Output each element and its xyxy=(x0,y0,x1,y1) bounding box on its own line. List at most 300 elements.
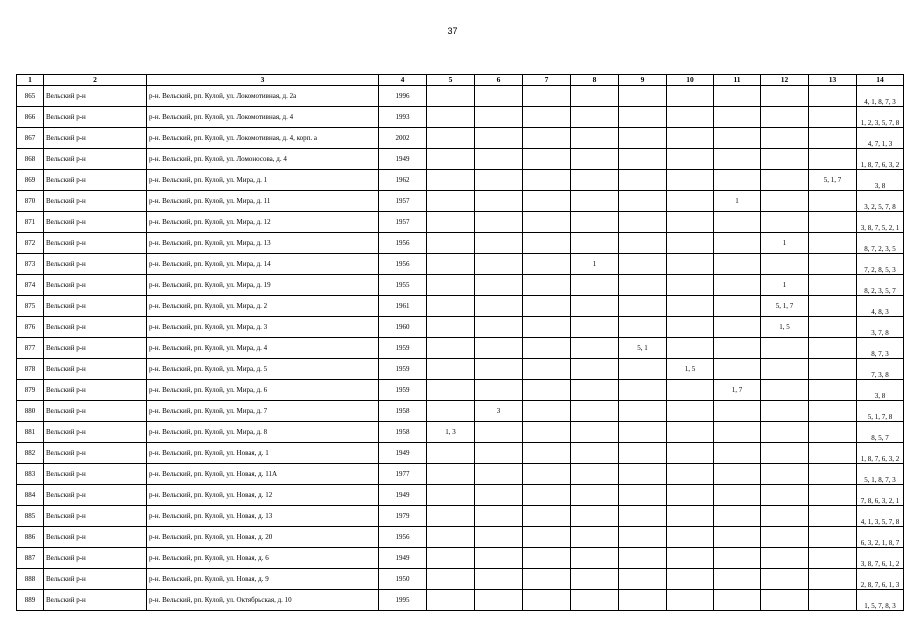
column-header-11: 11 xyxy=(714,75,761,86)
col-6-cell xyxy=(475,380,523,401)
col-10-cell xyxy=(667,107,714,128)
col-6-cell xyxy=(475,422,523,443)
address-cell: р-н. Вельский, рп. Кулой, ул. Октябрьская, д. 10 xyxy=(147,590,379,611)
col-11-cell xyxy=(714,107,761,128)
row-number-cell: 865 xyxy=(17,86,44,107)
district-cell: Вельский р-н xyxy=(44,107,147,128)
table-row xyxy=(17,590,904,611)
column-header-10: 10 xyxy=(667,75,714,86)
col-12-cell xyxy=(761,548,809,569)
col-10-cell xyxy=(667,527,714,548)
col-12-cell xyxy=(761,485,809,506)
col-10-cell xyxy=(667,86,714,107)
col-12-cell xyxy=(761,107,809,128)
col-9-cell xyxy=(619,590,667,611)
col-8-cell xyxy=(571,590,619,611)
col-10-cell xyxy=(667,401,714,422)
col-8-cell xyxy=(571,548,619,569)
row-number-cell: 877 xyxy=(17,338,44,359)
column-header-5: 5 xyxy=(427,75,475,86)
table-row xyxy=(17,275,904,296)
col-11-cell xyxy=(714,422,761,443)
col-14-cell: 7, 2, 8, 5, 3 xyxy=(857,254,904,275)
col-6-cell: 3 xyxy=(475,401,523,422)
col-7-cell xyxy=(523,107,571,128)
col-8-cell xyxy=(571,170,619,191)
col-13-cell xyxy=(809,443,857,464)
col-14-cell: 5, 1, 8, 7, 3 xyxy=(857,464,904,485)
year-cell: 1961 xyxy=(379,296,427,317)
col-5-cell xyxy=(427,527,475,548)
col-10-cell xyxy=(667,506,714,527)
col-14-cell: 8, 2, 3, 5, 7 xyxy=(857,275,904,296)
col-5-cell xyxy=(427,506,475,527)
col-8-cell xyxy=(571,569,619,590)
col-7-cell xyxy=(523,275,571,296)
column-header-8: 8 xyxy=(571,75,619,86)
year-cell: 1995 xyxy=(379,590,427,611)
col-14-cell: 8, 7, 3 xyxy=(857,338,904,359)
district-cell: Вельский р-н xyxy=(44,317,147,338)
col-6-cell xyxy=(475,296,523,317)
col-11-cell xyxy=(714,254,761,275)
col-10-cell xyxy=(667,212,714,233)
col-10-cell xyxy=(667,296,714,317)
table-row xyxy=(17,401,904,422)
col-10-cell xyxy=(667,149,714,170)
column-header-7: 7 xyxy=(523,75,571,86)
col-11-cell xyxy=(714,359,761,380)
col-14-cell: 8, 7, 2, 3, 5 xyxy=(857,233,904,254)
row-number-cell: 868 xyxy=(17,149,44,170)
year-cell: 1993 xyxy=(379,107,427,128)
row-number-cell: 881 xyxy=(17,422,44,443)
district-cell: Вельский р-н xyxy=(44,422,147,443)
table-row xyxy=(17,359,904,380)
col-5-cell xyxy=(427,86,475,107)
col-11-cell xyxy=(714,338,761,359)
col-14-cell: 4, 7, 1, 3 xyxy=(857,128,904,149)
col-7-cell xyxy=(523,569,571,590)
col-9-cell xyxy=(619,443,667,464)
table-row xyxy=(17,296,904,317)
district-cell: Вельский р-н xyxy=(44,527,147,548)
col-9-cell xyxy=(619,149,667,170)
col-9-cell xyxy=(619,485,667,506)
table-row xyxy=(17,422,904,443)
col-9-cell xyxy=(619,191,667,212)
col-8-cell xyxy=(571,359,619,380)
address-cell: р-н. Вельский, рп. Кулой, ул. Мира, д. 14 xyxy=(147,254,379,275)
col-12-cell xyxy=(761,128,809,149)
col-6-cell xyxy=(475,212,523,233)
table-row xyxy=(17,485,904,506)
col-10-cell xyxy=(667,128,714,149)
table-row xyxy=(17,569,904,590)
col-7-cell xyxy=(523,422,571,443)
col-7-cell xyxy=(523,191,571,212)
row-number-cell: 873 xyxy=(17,254,44,275)
col-10-cell xyxy=(667,170,714,191)
col-9-cell xyxy=(619,317,667,338)
col-7-cell xyxy=(523,317,571,338)
address-cell: р-н. Вельский, рп. Кулой, ул. Мира, д. 3 xyxy=(147,317,379,338)
address-cell: р-н. Вельский, рп. Кулой, ул. Мира, д. 8 xyxy=(147,422,379,443)
col-10-cell xyxy=(667,464,714,485)
year-cell: 2002 xyxy=(379,128,427,149)
col-13-cell xyxy=(809,380,857,401)
col-5-cell xyxy=(427,296,475,317)
district-cell: Вельский р-н xyxy=(44,128,147,149)
district-cell: Вельский р-н xyxy=(44,191,147,212)
col-11-cell xyxy=(714,443,761,464)
col-5-cell xyxy=(427,359,475,380)
col-13-cell xyxy=(809,569,857,590)
col-6-cell xyxy=(475,338,523,359)
col-9-cell xyxy=(619,296,667,317)
col-9-cell xyxy=(619,569,667,590)
col-7-cell xyxy=(523,338,571,359)
col-5-cell xyxy=(427,401,475,422)
col-6-cell xyxy=(475,590,523,611)
col-9-cell xyxy=(619,128,667,149)
column-header-3: 3 xyxy=(147,75,379,86)
col-11-cell xyxy=(714,317,761,338)
col-6-cell xyxy=(475,359,523,380)
col-14-cell: 4, 1, 8, 7, 3 xyxy=(857,86,904,107)
district-cell: Вельский р-н xyxy=(44,548,147,569)
col-5-cell xyxy=(427,590,475,611)
row-number-cell: 874 xyxy=(17,275,44,296)
col-7-cell xyxy=(523,254,571,275)
col-5-cell xyxy=(427,149,475,170)
col-13-cell xyxy=(809,212,857,233)
col-8-cell xyxy=(571,338,619,359)
year-cell: 1956 xyxy=(379,527,427,548)
col-13-cell xyxy=(809,506,857,527)
col-6-cell xyxy=(475,527,523,548)
col-12-cell xyxy=(761,569,809,590)
table-row xyxy=(17,191,904,212)
col-13-cell xyxy=(809,359,857,380)
year-cell: 1949 xyxy=(379,485,427,506)
col-13-cell xyxy=(809,296,857,317)
district-cell: Вельский р-н xyxy=(44,233,147,254)
col-5-cell xyxy=(427,212,475,233)
col-9-cell xyxy=(619,170,667,191)
col-10-cell xyxy=(667,485,714,506)
col-14-cell: 2, 8, 7, 6, 1, 3 xyxy=(857,569,904,590)
col-10-cell xyxy=(667,422,714,443)
col-14-cell: 7, 8, 6, 3, 2, 1 xyxy=(857,485,904,506)
col-14-cell: 8, 5, 7 xyxy=(857,422,904,443)
row-number-cell: 889 xyxy=(17,590,44,611)
year-cell: 1958 xyxy=(379,422,427,443)
address-cell: р-н. Вельский, рп. Кулой, ул. Локомотивная, д. 4 xyxy=(147,107,379,128)
row-number-cell: 885 xyxy=(17,506,44,527)
column-header-1: 1 xyxy=(17,75,44,86)
col-14-cell: 6, 3, 2, 1, 8, 7 xyxy=(857,527,904,548)
col-12-cell xyxy=(761,359,809,380)
col-9-cell xyxy=(619,464,667,485)
col-14-cell: 3, 2, 5, 7, 8 xyxy=(857,191,904,212)
district-cell: Вельский р-н xyxy=(44,296,147,317)
col-8-cell xyxy=(571,233,619,254)
col-12-cell xyxy=(761,590,809,611)
col-8-cell xyxy=(571,422,619,443)
column-header-12: 12 xyxy=(761,75,809,86)
col-12-cell: 5, 1, 7 xyxy=(761,296,809,317)
col-12-cell xyxy=(761,422,809,443)
col-11-cell xyxy=(714,233,761,254)
address-cell: р-н. Вельский, рп. Кулой, ул. Мира, д. 5 xyxy=(147,359,379,380)
col-11-cell xyxy=(714,527,761,548)
col-9-cell xyxy=(619,107,667,128)
address-cell: р-н. Вельский, рп. Кулой, ул. Мира, д. 13 xyxy=(147,233,379,254)
col-7-cell xyxy=(523,590,571,611)
col-6-cell xyxy=(475,128,523,149)
address-cell: р-н. Вельский, рп. Кулой, ул. Новая, д. 20 xyxy=(147,527,379,548)
table-body xyxy=(17,86,904,611)
col-12-cell xyxy=(761,86,809,107)
table-row xyxy=(17,128,904,149)
col-9-cell xyxy=(619,506,667,527)
col-12-cell xyxy=(761,401,809,422)
col-6-cell xyxy=(475,86,523,107)
col-14-cell: 3, 8 xyxy=(857,380,904,401)
col-12-cell xyxy=(761,254,809,275)
address-cell: р-н. Вельский, рп. Кулой, ул. Ломоносова, д. 4 xyxy=(147,149,379,170)
district-cell: Вельский р-н xyxy=(44,506,147,527)
column-header-9: 9 xyxy=(619,75,667,86)
col-7-cell xyxy=(523,527,571,548)
col-8-cell xyxy=(571,191,619,212)
table-row xyxy=(17,464,904,485)
district-cell: Вельский р-н xyxy=(44,275,147,296)
col-11-cell xyxy=(714,506,761,527)
table-row xyxy=(17,317,904,338)
col-13-cell xyxy=(809,527,857,548)
col-14-cell: 3, 8 xyxy=(857,170,904,191)
registry-table xyxy=(16,74,904,611)
col-10-cell xyxy=(667,569,714,590)
col-8-cell xyxy=(571,107,619,128)
col-6-cell xyxy=(475,443,523,464)
col-6-cell xyxy=(475,254,523,275)
column-header-4: 4 xyxy=(379,75,427,86)
row-number-cell: 884 xyxy=(17,485,44,506)
col-8-cell xyxy=(571,212,619,233)
table-row xyxy=(17,527,904,548)
col-13-cell xyxy=(809,464,857,485)
year-cell: 1959 xyxy=(379,359,427,380)
col-11-cell: 1, 7 xyxy=(714,380,761,401)
table-row xyxy=(17,86,904,107)
col-9-cell xyxy=(619,401,667,422)
col-12-cell xyxy=(761,170,809,191)
col-12-cell: 1 xyxy=(761,275,809,296)
address-cell: р-н. Вельский, рп. Кулой, ул. Мира, д. 2 xyxy=(147,296,379,317)
district-cell: Вельский р-н xyxy=(44,212,147,233)
col-14-cell: 7, 3, 8 xyxy=(857,359,904,380)
table-row xyxy=(17,380,904,401)
col-10-cell xyxy=(667,443,714,464)
table-row xyxy=(17,233,904,254)
col-12-cell: 1, 5 xyxy=(761,317,809,338)
col-5-cell xyxy=(427,548,475,569)
year-cell: 1949 xyxy=(379,149,427,170)
col-7-cell xyxy=(523,485,571,506)
header-row xyxy=(17,75,904,86)
col-9-cell: 5, 1 xyxy=(619,338,667,359)
col-13-cell xyxy=(809,254,857,275)
col-14-cell: 3, 7, 8 xyxy=(857,317,904,338)
row-number-cell: 878 xyxy=(17,359,44,380)
col-12-cell: 1 xyxy=(761,233,809,254)
row-number-cell: 883 xyxy=(17,464,44,485)
col-9-cell xyxy=(619,212,667,233)
column-header-2: 2 xyxy=(44,75,147,86)
col-8-cell xyxy=(571,128,619,149)
col-7-cell xyxy=(523,401,571,422)
col-9-cell xyxy=(619,275,667,296)
col-14-cell: 1, 2, 3, 5, 7, 8 xyxy=(857,107,904,128)
col-8-cell xyxy=(571,443,619,464)
col-8-cell xyxy=(571,464,619,485)
year-cell: 1962 xyxy=(379,170,427,191)
row-number-cell: 888 xyxy=(17,569,44,590)
col-10-cell xyxy=(667,548,714,569)
district-cell: Вельский р-н xyxy=(44,86,147,107)
col-7-cell xyxy=(523,170,571,191)
district-cell: Вельский р-н xyxy=(44,485,147,506)
row-number-cell: 879 xyxy=(17,380,44,401)
col-13-cell xyxy=(809,548,857,569)
table-row xyxy=(17,443,904,464)
col-13-cell xyxy=(809,317,857,338)
year-cell: 1979 xyxy=(379,506,427,527)
table-row xyxy=(17,338,904,359)
row-number-cell: 871 xyxy=(17,212,44,233)
district-cell: Вельский р-н xyxy=(44,170,147,191)
year-cell: 1955 xyxy=(379,275,427,296)
col-14-cell: 5, 1, 7, 8 xyxy=(857,401,904,422)
district-cell: Вельский р-н xyxy=(44,569,147,590)
col-14-cell: 1, 8, 7, 6, 3, 2 xyxy=(857,149,904,170)
table-row xyxy=(17,548,904,569)
col-8-cell xyxy=(571,527,619,548)
col-8-cell xyxy=(571,149,619,170)
address-cell: р-н. Вельский, рп. Кулой, ул. Мира, д. 12 xyxy=(147,212,379,233)
col-6-cell xyxy=(475,569,523,590)
col-13-cell xyxy=(809,128,857,149)
col-13-cell xyxy=(809,338,857,359)
col-11-cell xyxy=(714,170,761,191)
year-cell: 1958 xyxy=(379,401,427,422)
address-cell: р-н. Вельский, рп. Кулой, ул. Новая, д. 11А xyxy=(147,464,379,485)
col-13-cell xyxy=(809,191,857,212)
col-11-cell xyxy=(714,401,761,422)
col-5-cell xyxy=(427,107,475,128)
col-12-cell xyxy=(761,464,809,485)
col-13-cell xyxy=(809,86,857,107)
district-cell: Вельский р-н xyxy=(44,359,147,380)
col-10-cell xyxy=(667,338,714,359)
column-header-6: 6 xyxy=(475,75,523,86)
col-13-cell xyxy=(809,590,857,611)
col-13-cell xyxy=(809,422,857,443)
page-number: 37 xyxy=(447,26,458,36)
year-cell: 1957 xyxy=(379,191,427,212)
col-7-cell xyxy=(523,212,571,233)
col-10-cell xyxy=(667,590,714,611)
address-cell: р-н. Вельский, рп. Кулой, ул. Новая, д. 13 xyxy=(147,506,379,527)
col-8-cell xyxy=(571,506,619,527)
address-cell: р-н. Вельский, рп. Кулой, ул. Новая, д. 1 xyxy=(147,443,379,464)
row-number-cell: 867 xyxy=(17,128,44,149)
district-cell: Вельский р-н xyxy=(44,401,147,422)
col-5-cell xyxy=(427,128,475,149)
col-13-cell xyxy=(809,275,857,296)
address-cell: р-н. Вельский, рп. Кулой, ул. Новая, д. 12 xyxy=(147,485,379,506)
address-cell: р-н. Вельский, рп. Кулой, ул. Новая, д. 6 xyxy=(147,548,379,569)
col-9-cell xyxy=(619,380,667,401)
column-header-13: 13 xyxy=(809,75,857,86)
year-cell: 1949 xyxy=(379,443,427,464)
year-cell: 1950 xyxy=(379,569,427,590)
col-14-cell: 4, 8, 3 xyxy=(857,296,904,317)
col-11-cell: 1 xyxy=(714,191,761,212)
address-cell: р-н. Вельский, рп. Кулой, ул. Мира, д. 19 xyxy=(147,275,379,296)
col-8-cell: 1 xyxy=(571,254,619,275)
col-5-cell xyxy=(427,380,475,401)
year-cell: 1960 xyxy=(379,317,427,338)
col-6-cell xyxy=(475,191,523,212)
col-14-cell: 1, 5, 7, 8, 3 xyxy=(857,590,904,611)
col-12-cell xyxy=(761,338,809,359)
col-6-cell xyxy=(475,233,523,254)
address-cell: р-н. Вельский, рп. Кулой, ул. Локомотивная, д. 2а xyxy=(147,86,379,107)
col-13-cell xyxy=(809,485,857,506)
row-number-cell: 872 xyxy=(17,233,44,254)
col-8-cell xyxy=(571,296,619,317)
col-9-cell xyxy=(619,359,667,380)
col-7-cell xyxy=(523,548,571,569)
col-14-cell: 3, 8, 7, 5, 2, 1 xyxy=(857,212,904,233)
col-12-cell xyxy=(761,506,809,527)
column-header-14: 14 xyxy=(857,75,904,86)
col-8-cell xyxy=(571,86,619,107)
row-number-cell: 876 xyxy=(17,317,44,338)
district-cell: Вельский р-н xyxy=(44,380,147,401)
col-10-cell xyxy=(667,254,714,275)
col-11-cell xyxy=(714,86,761,107)
year-cell: 1957 xyxy=(379,212,427,233)
year-cell: 1977 xyxy=(379,464,427,485)
col-9-cell xyxy=(619,422,667,443)
row-number-cell: 866 xyxy=(17,107,44,128)
col-6-cell xyxy=(475,275,523,296)
col-12-cell xyxy=(761,380,809,401)
col-5-cell xyxy=(427,317,475,338)
district-cell: Вельский р-н xyxy=(44,443,147,464)
col-12-cell xyxy=(761,212,809,233)
col-11-cell xyxy=(714,590,761,611)
col-14-cell: 1, 8, 7, 6, 3, 2 xyxy=(857,443,904,464)
col-5-cell xyxy=(427,485,475,506)
col-5-cell xyxy=(427,338,475,359)
col-7-cell xyxy=(523,149,571,170)
